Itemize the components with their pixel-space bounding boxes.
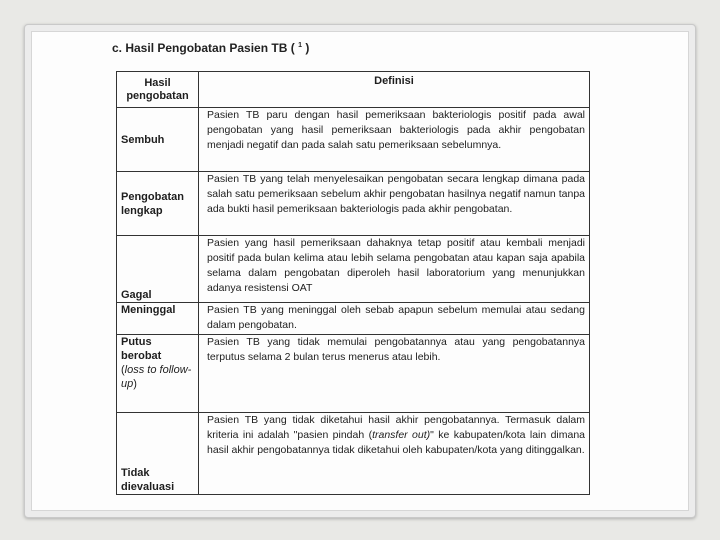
header-hasil-pengobatan: Hasil pengobatan <box>117 72 199 108</box>
table-row <box>117 303 590 335</box>
treatment-outcome-table <box>116 71 590 495</box>
header-definisi: Definisi <box>199 72 590 108</box>
table-header-row <box>117 72 590 108</box>
definition-meninggal: Pasien TB yang meninggal oleh sebab apapun sebelum memulai atau sedang dalam pengobatan. <box>199 303 590 335</box>
definition-gagal: Pasien yang hasil pemeriksaan dahaknya tetap positif atau kembali menjadi positif pada bulan kelima atau lebih selama pengobatan atau kapan saja apabila selama dalam pengobatan diperoleh hasil laboratorium yang menunjukkan adanya resistensi OAT <box>199 236 590 303</box>
term-pengobatan-lengkap: Pengobatan lengkap <box>117 172 199 236</box>
table-row <box>117 413 590 495</box>
section-heading: c. Hasil Pengobatan Pasien TB ( $^1$ ) <box>112 41 310 55</box>
table-row <box>117 335 590 413</box>
term-putus-berobat: Putus berobat (loss to follow-up) <box>117 335 199 413</box>
term-gagal: Gagal <box>117 236 199 303</box>
table-row <box>117 108 590 172</box>
table-row <box>117 172 590 236</box>
definition-sembuh: Pasien TB paru dengan hasil pemeriksaan bakteriologis positif pada awal pengobatan yang hasil pemeriksaan bakteriologis pada akhir pengobatan menjadi negatif dan pada salah satu pemeriksaan sebelumnya. <box>199 108 590 172</box>
definition-tidak-dievaluasi: Pasien TB yang tidak diketahui hasil akhir pengobatannya. Termasuk dalam kriteria ini adalah "pasien pindah (transfer out)" ke kabupaten/kota lain dimana hasil akhir pengobatannya tidak diketahui oleh kabupaten/kota yang ditinggalkan. <box>199 413 590 495</box>
definition-pengobatan-lengkap: Pasien TB yang telah menyelesaikan pengobatan secara lengkap dimana pada salah satu pemeriksaan sebelum akhir pengobatan hasilnya negatif namun tanpa ada bukti hasil pemeriksaan bakteriologis pada akhir pengobatan. <box>199 172 590 236</box>
table-row <box>117 236 590 303</box>
term-tidak-dievaluasi: Tidak dievaluasi <box>117 413 199 495</box>
term-meninggal: Meninggal <box>117 303 199 335</box>
term-sembuh: Sembuh <box>117 108 199 172</box>
definition-putus-berobat: Pasien TB yang tidak memulai pengobatannya atau yang pengobatannya terputus selama 2 bulan terus menerus atau lebih. <box>199 335 590 413</box>
